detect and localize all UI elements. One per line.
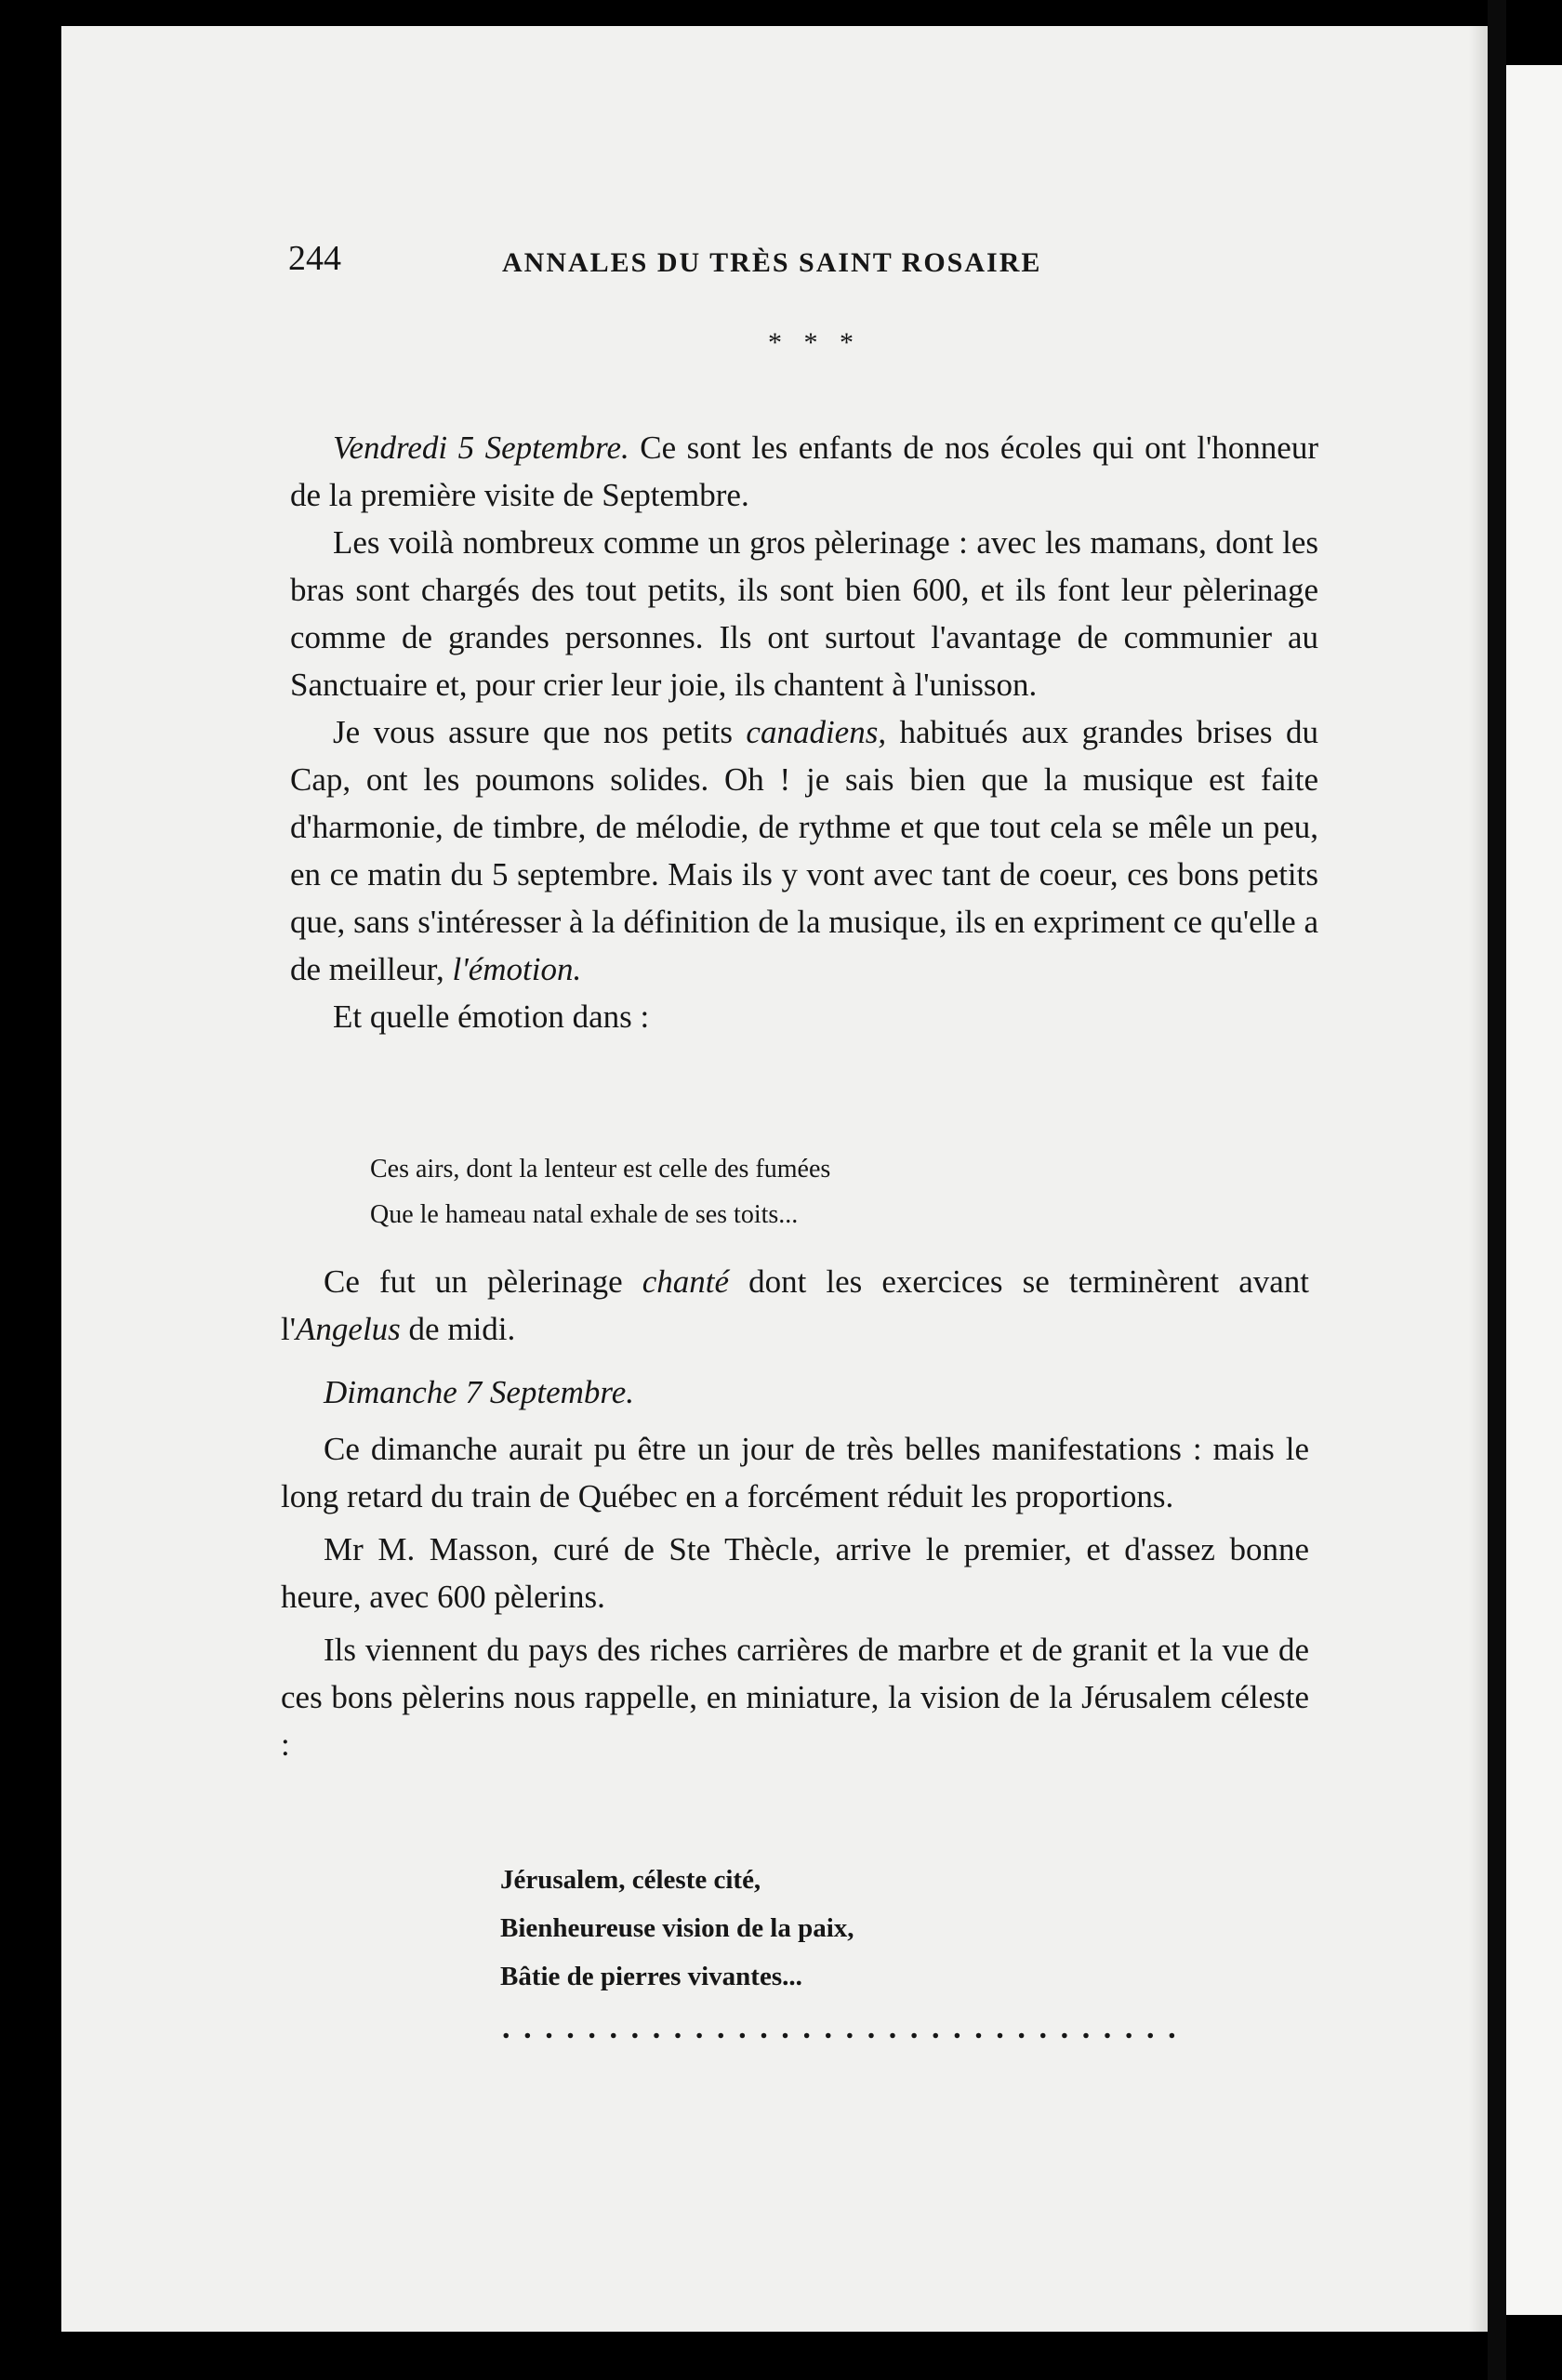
verse-quote-1 (370, 1146, 830, 1237)
paragraph (281, 1258, 1309, 1353)
text-block-friday (290, 424, 1318, 1040)
page-number: 244 (288, 239, 341, 278)
verse-line: Que le hameau natal exhale de ses toits... (370, 1200, 799, 1229)
paragraph: Ils viennent du pays des riches carrières de marbre et de granit et la vue de ces bons pèlerins nous rappelle, en miniature, la vision de la Jérusalem céleste : (281, 1632, 1309, 1763)
ellipsis-line: ................................ (502, 2011, 1190, 2045)
emphasis: canadiens, (746, 714, 887, 750)
verse-quote-2 (500, 1856, 854, 2001)
running-title: ANNALES DU TRÈS SAINT ROSAIRE (502, 247, 1042, 278)
page-shadow (1469, 26, 1488, 2332)
date-heading: Dimanche 7 Septembre. (324, 1374, 635, 1410)
verse-line: Ces airs, dont la lenteur est celle des fumées (370, 1155, 831, 1183)
paragraph: Ce dimanche aurait pu être un jour de très belles manifestations : mais le long retard du train de Québec en a forcément réduit les proportions. (281, 1431, 1309, 1514)
facing-page-edge (1506, 65, 1562, 2315)
emphasis: Angelus (296, 1311, 401, 1347)
text-block-angelus (281, 1258, 1309, 1353)
verse-line: Bâtie de pierres vivantes... (500, 1962, 802, 1991)
paragraph-text: dont les exercices se terminèrent avant l' (281, 1263, 1309, 1347)
paragraph-text: habitués aux grandes brises du Cap, ont les poumons solides. Oh ! je sais bien que la musique est faite d'harmonie, de timbre, de mélodie, de rythme et que tout cela se mêle un peu, en ce matin du 5 septembre. Mais ils y vont avec tant de coeur, ces bons petits que, sans s'intéresser à la définition de la musique, ils en expriment ce qu'elle a de meilleur, (290, 714, 1318, 987)
paragraph (290, 708, 1318, 993)
paragraph-text: Je vous assure que nos petits (333, 714, 747, 750)
section-separator: * * * (768, 327, 861, 358)
emphasis: l'émotion. (452, 951, 582, 987)
emphasis: chanté (642, 1263, 730, 1300)
paragraph-text: Ce sont les enfants de nos écoles qui ont l'honneur de la première visite de Septembre. (290, 430, 1318, 513)
paragraph-text: Ce fut un pèlerinage (324, 1263, 642, 1300)
paragraph: Et quelle émotion dans : (333, 998, 650, 1035)
paragraph (290, 424, 1318, 519)
verse-line: Bienheureuse vision de la paix, (500, 1913, 854, 1943)
date-heading: Vendredi 5 Septembre. (333, 430, 629, 466)
page-header (288, 238, 1320, 294)
scan-border-left (0, 0, 61, 2380)
verse-line: Jérusalem, céleste cité, (500, 1865, 761, 1895)
text-block-sunday (281, 1368, 1309, 1768)
paragraph-text: de midi. (400, 1311, 516, 1347)
paragraph: Mr M. Masson, curé de Ste Thècle, arrive le premier, et d'assez bonne heure, avec 600 pèlerins. (281, 1531, 1309, 1615)
paragraph: Les voilà nombreux comme un gros pèlerinage : avec les mamans, dont les bras sont chargés des tout petits, ils sont bien 600, et ils font leur pèlerinage comme de grandes personnes. Ils ont surtout l'avantage de communier au Sanctuaire et, pour crier leur joie, ils chantent à l'unisson. (290, 524, 1318, 703)
scan-gutter-right (1488, 0, 1506, 2380)
